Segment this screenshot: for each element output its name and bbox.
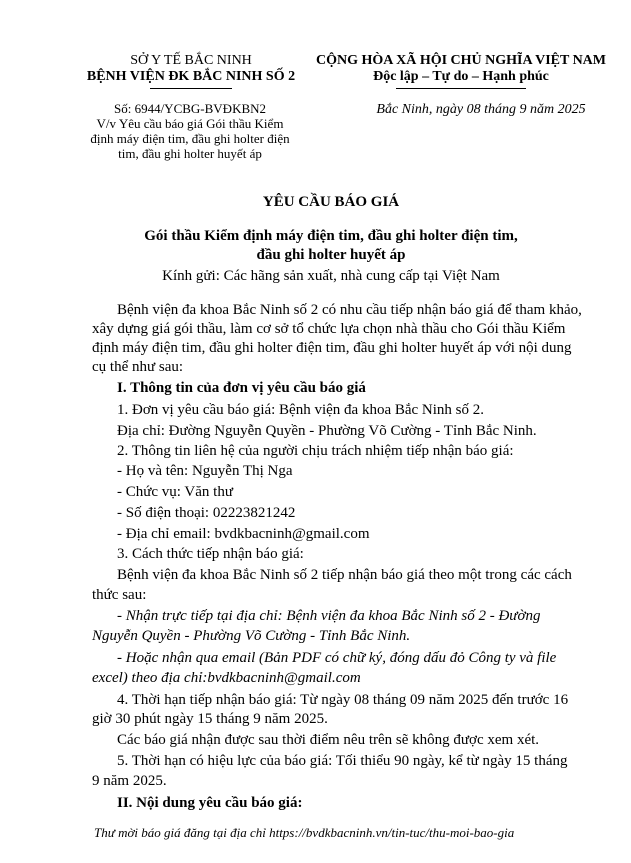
intro-paragraph-line: định máy điện tim, đầu ghi holter điện tim, đầu ghi holter huyết áp với nội dung — [92, 340, 572, 356]
package-line: Gói thầu Kiểm định máy điện tim, đầu ghi holter điện tim, — [144, 228, 518, 244]
contact-phone: - Số điện thoại: 02223821242 — [117, 505, 296, 521]
subject-line: tim, đầu ghi holter huyết áp — [118, 146, 262, 161]
contact-position: - Chức vụ: Văn thư — [117, 484, 233, 500]
section-1-heading: I. Thông tin của đơn vị yêu cầu báo giá — [117, 380, 366, 396]
place-date: Bắc Ninh, ngày 08 tháng 9 năm 2025 — [376, 102, 586, 117]
national-motto: Độc lập – Tự do – Hạnh phúc — [373, 69, 549, 84]
direct-delivery-line: - Nhận trực tiếp tại địa chỉ: Bệnh viện đa khoa Bắc Ninh số 2 - Đường — [117, 608, 541, 624]
intro-paragraph-line: Bệnh viện đa khoa Bắc Ninh số 2 có nhu cầu tiếp nhận báo giá để tham khảo, — [117, 302, 582, 318]
hospital-underline — [150, 88, 232, 89]
late-quotation-note: Các báo giá nhận được sau thời điểm nêu trên sẽ không được xem xét. — [117, 732, 540, 748]
deadline-line: giờ 30 phút ngày 15 tháng 9 năm 2025. — [92, 711, 328, 727]
issuing-org: SỞ Y TẾ BẮC NINH — [130, 53, 252, 68]
direct-delivery-line: Nguyễn Quyền - Phường Võ Cường - Tỉnh Bắc Ninh. — [92, 628, 411, 644]
section-2-heading: II. Nội dung yêu cầu báo giá: — [117, 795, 303, 811]
motto-underline — [396, 88, 526, 89]
intro-paragraph-line: xây dựng giá gói thầu, làm cơ sở tổ chức lựa chọn nhà thầu cho Gói thầu Kiểm — [92, 321, 566, 337]
document-number: Số: 6944/YCBG-BVĐKBN2 — [113, 101, 267, 116]
footer-note: Thư mời báo giá đăng tại địa chỉ https://bvdkbacninh.vn/tin-tuc/thu-moi-bao-gia — [94, 825, 515, 840]
nation-title: CỘNG HÒA XÃ HỘI CHỦ NGHĨA VIỆT NAM — [315, 53, 607, 68]
contact-email: - Địa chỉ email: bvdkbacninh@gmail.com — [117, 526, 370, 542]
recipient-line: Kính gửi: Các hãng sản xuất, nhà cung cấp tại Việt Nam — [162, 268, 500, 284]
document-title: YÊU CẦU BÁO GIÁ — [262, 194, 400, 210]
receiving-method-line: thức sau: — [92, 587, 147, 603]
hospital-name: BỆNH VIỆN ĐK BẮC NINH SỐ 2 — [86, 69, 296, 84]
subject-line: V/v Yêu cầu báo giá Gói thầu Kiểm — [96, 116, 284, 131]
package-line: đầu ghi holter huyết áp — [256, 247, 406, 263]
receiving-method-heading: 3. Cách thức tiếp nhận báo giá: — [117, 546, 304, 562]
contact-name: - Họ và tên: Nguyễn Thị Nga — [117, 463, 293, 479]
document-subject — [80, 116, 300, 161]
deadline-line: 4. Thời hạn tiếp nhận báo giá: Từ ngày 08 tháng 09 năm 2025 đến trước 16 — [117, 692, 569, 708]
email-delivery-line: excel) theo địa chỉ:bvdkbacninh@gmail.com — [92, 670, 361, 686]
intro-paragraph-line: cụ thể như sau: — [92, 359, 184, 375]
requesting-unit: 1. Đơn vị yêu cầu báo giá: Bệnh viện đa khoa Bắc Ninh số 2. — [117, 402, 485, 418]
validity-line: 9 năm 2025. — [92, 773, 167, 789]
contact-info-heading: 2. Thông tin liên hệ của người chịu trách nhiệm tiếp nhận báo giá: — [117, 443, 514, 459]
email-delivery-line: - Hoặc nhận qua email (Bản PDF có chữ ký, đóng dấu đỏ Công ty và file — [117, 650, 557, 666]
unit-address: Địa chỉ: Đường Nguyễn Quyền - Phường Võ Cường - Tỉnh Bắc Ninh. — [117, 423, 537, 439]
validity-line: 5. Thời hạn có hiệu lực của báo giá: Tối thiểu 90 ngày, kể từ ngày 15 tháng — [117, 753, 568, 769]
receiving-method-line: Bệnh viện đa khoa Bắc Ninh số 2 tiếp nhận báo giá theo một trong các cách — [117, 567, 572, 583]
subject-line: định máy điện tim, đầu ghi holter điện — [90, 131, 290, 146]
